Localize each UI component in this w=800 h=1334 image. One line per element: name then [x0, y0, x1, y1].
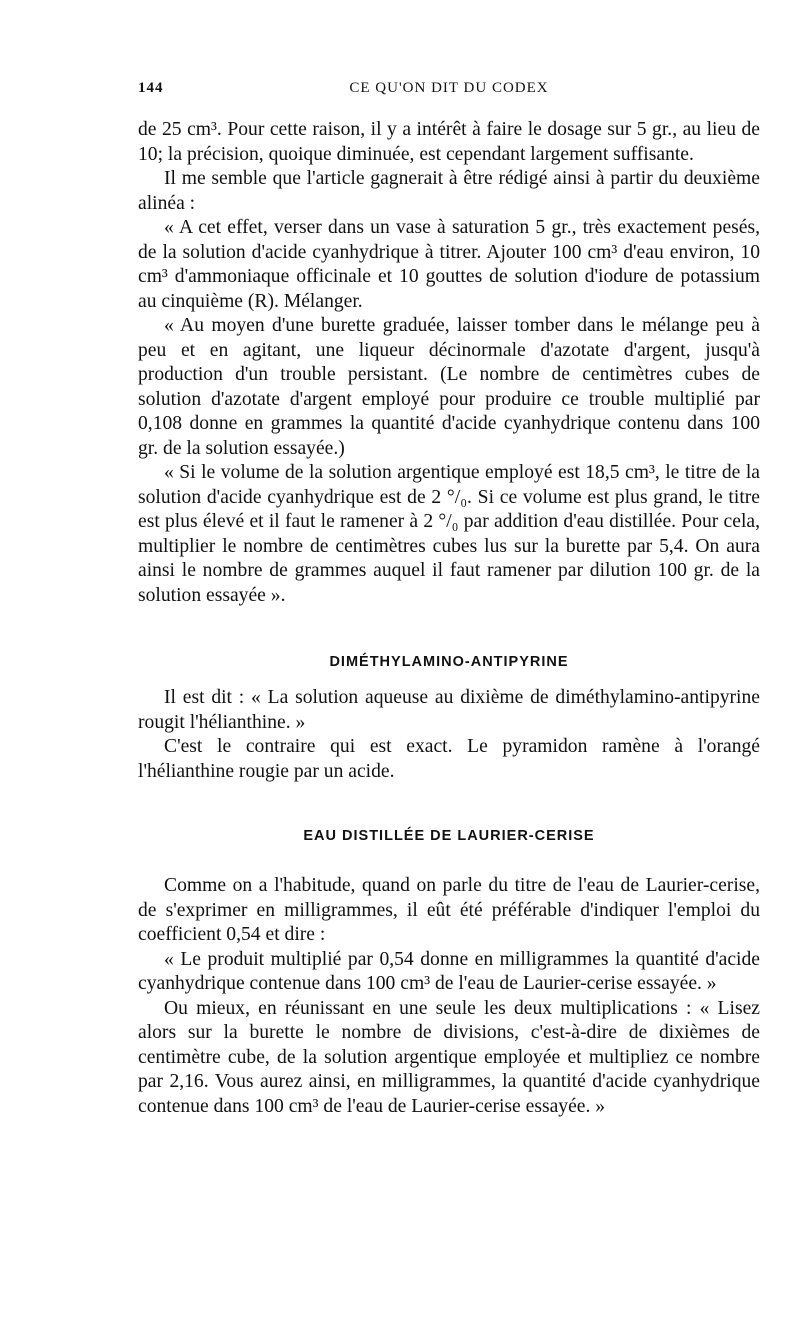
section-codex-text — [138, 118, 760, 608]
paragraph: C'est le contraire qui est exact. Le pyramidon ramène à l'orangé l'hélianthine rougie par un acide. — [138, 736, 760, 782]
paragraph: « A cet effet, verser dans un vase à saturation 5 gr., très exactement pesés, de la solution d'acide cyanhydrique à titrer. Ajouter 100 cm³ d'eau environ, 10 cm³ d'ammoniaque officinale et 10 gouttes de solution d'iodure de potassium au cinquième (R). Mélanger. — [138, 217, 760, 312]
page-number: 144 — [138, 80, 164, 96]
section-dimethylamino — [138, 686, 760, 784]
section-laurier-cerise — [138, 874, 760, 1119]
paragraph: Comme on a l'habitude, quand on parle du titre de l'eau de Laurier-cerise, de s'exprimer en milligrammes, il eût été préférable d'indiquer l'emploi du coefficient 0,54 et dire : — [138, 875, 760, 945]
paragraph: Il me semble que l'article gagnerait à être rédigé ainsi à partir du deuxième alinéa : — [138, 168, 760, 214]
paragraph: Il est dit : « La solution aqueuse au dixième de diméthylamino-antipyrine rougit l'hélianthine. » — [138, 687, 760, 733]
paragraph: « Le produit multiplié par 0,54 donne en milligrammes la quantité d'acide cyanhydrique contenue dans 100 cm³ de l'eau de Laurier-cerise essayée. » — [138, 948, 760, 994]
paragraph: « Si le volume de la solution argentique employé est 18,5 cm³, le titre de la solution d'acide cyanhydrique est de 2 °/₀. Si ce volume est plus grand, le titre est plus élevé et il faut le ramener à 2 °/₀ par addition d'eau distillée. Pour cela, multiplier le nombre de centimètres cubes lus sur la burette par 5,4. On aura ainsi le nombre de grammes auquel il faut ramener par dilution 100 gr. de la solution essayée ». — [138, 462, 760, 606]
section-heading: EAU DISTILLÉE DE LAURIER-CERISE — [303, 828, 595, 844]
page-header — [138, 80, 760, 104]
paragraph: Ou mieux, en réunissant en une seule les deux multiplications : « Lisez alors sur la burette le nombre de divisions, c'est-à-dire de dixièmes de centimètre cube, de la solution argentique employée et multipliez ce nombre par 2,16. Vous aurez ainsi, en milligrammes, la quantité d'acide cyanhydrique contenue dans 100 cm³ de l'eau de Laurier-cerise essayée. » — [138, 997, 760, 1117]
paragraph: de 25 cm³. Pour cette raison, il y a intérêt à faire le dosage sur 5 gr., au lieu de 10; la précision, quoique diminuée, est cependant largement suffisante. — [138, 119, 760, 165]
section-heading: DIMÉTHYLAMINO-ANTIPYRINE — [329, 654, 569, 670]
running-title: CE QU'ON DIT DU CODEX — [349, 80, 549, 96]
paragraph: « Au moyen d'une burette graduée, laisser tomber dans le mélange peu à peu et en agitant, une liqueur décinormale d'azotate d'argent, jusqu'à production d'un trouble persistant. (Le nombre de centimètres cubes de solution d'azotate d'argent employé pour produire ce trouble multiplié par 0,108 donne en grammes la quantité d'acide cyanhydrique contenu dans 100 gr. de la solution essayée.) — [138, 315, 760, 459]
